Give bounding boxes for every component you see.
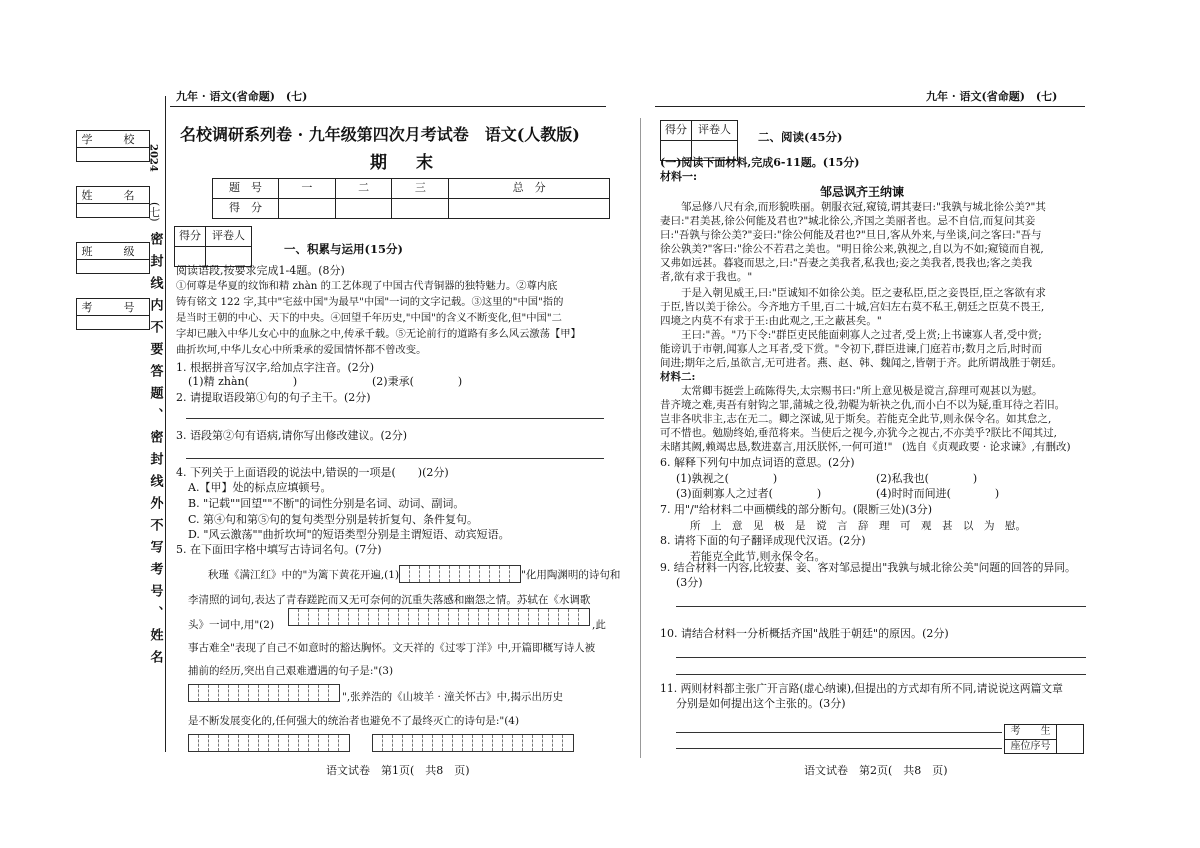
scorer2-score-label: 得分	[661, 121, 692, 141]
scorer2-reviewer-label: 评卷人	[692, 121, 738, 141]
m1-line-10: 王曰:"善。"乃下令:"群臣吏民能面刺寡人之过者,受上赏;上书谏寡人者,受中赏;	[660, 329, 1042, 341]
m1-line-8: 于臣,皆以美于徐公。今齐地方千里,百二十城,宫妇左右莫不私王,朝廷之臣莫不畏王,	[660, 301, 1045, 313]
score-cell-3[interactable]	[392, 199, 449, 219]
q10-answer-line-2[interactable]	[676, 674, 1086, 675]
q7-text[interactable]: 所 上 意 见 极 是 谠 言 辞 理 可 观 甚 以 为 慰。	[690, 520, 1026, 532]
m2-source: (选自《贞观政要 · 论求谏》,有删改)	[898, 440, 1071, 454]
m1-line-7: 于是入朝见威王,曰:"臣诚知不如徐公美。臣之妻私臣,臣之妾畏臣,臣之客欲有求	[660, 287, 1046, 299]
score-head-2: 二	[335, 179, 392, 199]
m1-line-11: 能谤讥于市朝,闻寡人之耳者,受下赏。"令初下,群臣进谏,门庭若市;数月之后,时时而	[660, 343, 1043, 355]
exam-no-box[interactable]	[76, 298, 150, 330]
q5-line-6: ",张养浩的《山坡羊 · 潼关怀古》中,揭示出历史	[342, 691, 564, 703]
q4-option-c[interactable]: C. 第④句和第⑤句的复句类型分别是转折复句、条件复句。	[188, 513, 479, 526]
q5-grid-5[interactable]	[372, 734, 574, 752]
score-table	[212, 178, 610, 219]
q5-line-4: 事古难全"表现了自己不如意时的豁达胸怀。文天祥的《过零丁洋》中,开篇即概写诗人被	[188, 642, 596, 654]
seat-label-1: 考 生	[1005, 725, 1057, 740]
m1-line-5: 又弗如远甚。暮寝而思之,曰:"吾妻之美我者,私我也;妾之美我者,畏我也;客之美我	[660, 257, 1032, 269]
q2-prompt: 2. 请提取语段第①句的句子主干。(2分)	[176, 391, 371, 404]
para-line-5: 曲折坎坷,中华儿女心中所秉承的爱国情怀都不曾改变。	[176, 344, 427, 356]
para-line-2: 铸有铭文 122 字,其中"宅兹中国"为最早"中国"一词的文字记载。③这里的"中国"指的	[176, 296, 564, 308]
q5-grid-4[interactable]	[188, 734, 350, 752]
material1-title: 邹忌讽齐王纳谏	[820, 185, 905, 199]
q5-line-3a: 头》一词中,用"(2)	[188, 619, 275, 631]
m1-line-9: 四境之内莫不有求于王:由此观之,王之蔽甚矣。"	[660, 315, 882, 327]
q11-prompt-b: 分别是如何提出这个主张的。(3分)	[676, 697, 846, 710]
class-label: 班 级	[81, 245, 145, 258]
q9-prompt-b: (3分)	[676, 576, 703, 589]
q6-answer-3[interactable]: (3)面刺寡人之过者( )	[676, 487, 822, 500]
q5-line-1b: "化用陶渊明的诗句和	[521, 569, 621, 581]
score-cell-total[interactable]	[449, 199, 610, 219]
header-left: 九年 · 语文(省命题) (七)	[176, 90, 308, 103]
q8-prompt: 8. 请将下面的句子翻译成现代汉语。(2分)	[660, 534, 866, 547]
m1-line-1: 邹忌修八尺有余,而形貌昳丽。朝服衣冠,窥镜,谓其妻曰:"我孰与城北徐公美?"其	[660, 201, 1046, 213]
q5-grid-1[interactable]	[399, 565, 521, 583]
seal-line-text: 密封线内不要答题、密封线外不写考号、姓名	[147, 232, 163, 672]
q5-line-1a: 秋瑾《满江红》中的"为篱下黄花开遍,(1)	[208, 569, 400, 581]
paper-title: 名校调研系列卷 · 九年级第四次月考试卷 语文(人教版)	[180, 125, 580, 144]
para-line-4: 字却已融入中华儿女心中的血脉之中,传承千载。⑤无论前行的道路有多么风云激荡【甲】	[176, 328, 581, 340]
scorer-score-label: 得分	[175, 227, 206, 247]
para-line-3: 是当时王朝的中心、天下的中央。④回望千年历史,"中国"的含义不断变化,但"中国"二	[176, 312, 562, 324]
m2-line-3: 岂非各吠非主,志在无二。卿之深诚,见于斯矣。若能克全此节,则永保令名。如其怠之,	[660, 413, 1052, 425]
q4-option-d[interactable]: D. "风云激荡""曲折坎坷"的短语类型分别是主谓短语、动宾短语。	[188, 528, 510, 541]
m1-line-2: 妻曰:"君美甚,徐公何能及君也?"城北徐公,齐国之美丽者也。忌不自信,而复问其妾	[660, 215, 1036, 227]
score-cell-2[interactable]	[335, 199, 392, 219]
footer-left: 语文试卷 第1页( 共8 页)	[326, 764, 470, 777]
seat-number-cell[interactable]	[1057, 725, 1084, 754]
part2-heading: 二、阅读(45分)	[758, 130, 843, 144]
seat-label-2: 座位序号	[1005, 739, 1057, 754]
scorer-box-2	[660, 120, 738, 161]
q5-line-3b: ,此	[592, 619, 606, 631]
q6-prompt: 6. 解释下列句中加点词语的意思。(2分)	[660, 456, 855, 469]
q8-text: 若能克全此节,则永保令名。	[690, 550, 826, 563]
part1-heading: 一、积累与运用(15分)	[284, 242, 403, 256]
q6-answer-4[interactable]: (4)时时而间进( )	[876, 487, 1000, 500]
paper-subtitle: 期 末	[370, 153, 439, 173]
m1-line-4: 徐公孰美?"客曰:"徐公不若君之美也。"明日徐公来,孰视之,自以为不如;窥镜而自视,	[660, 243, 1044, 255]
q2-answer-line[interactable]	[186, 418, 604, 419]
q11-answer-line-1[interactable]	[676, 732, 1002, 733]
q6-answer-2[interactable]: (2)私我也( )	[876, 472, 978, 485]
m2-line-1: 太常卿韦挺尝上疏陈得失,太宗赐书曰:"所上意见极是谠言,辞理可观甚以为慰。	[660, 385, 1043, 397]
header-left-rule	[170, 106, 606, 107]
header-right: 九年 · 语文(省命题) (七)	[926, 90, 1058, 103]
page-divider	[640, 118, 641, 758]
m1-line-3: 曰:"吾孰与徐公美?"妾曰:"徐公何能及君也?"旦日,客从外来,与坐谈,问之客曰:"吾与	[660, 229, 1042, 241]
score-head-4: 总 分	[449, 179, 610, 199]
m2-line-4: 可不惜也。勉励终始,垂范将来。当使后之视今,亦犹今之视古,不亦美乎?朕比不闻其过,	[660, 427, 1057, 439]
score-head-1: 一	[279, 179, 336, 199]
m1-line-6: 者,欲有求于我也。"	[660, 271, 753, 283]
para-line-1: ①何尊是华夏的纹饰和精 zhàn 的工艺体现了中国古代青铜器的独特魅力。②尊内底	[176, 280, 558, 292]
score-head-0: 题 号	[213, 179, 279, 199]
q1-answer-b[interactable]: (2)秉承( )	[372, 375, 463, 388]
name-label: 姓 名	[81, 189, 145, 202]
q5-grid-2[interactable]	[288, 608, 590, 626]
footer-right: 语文试卷 第2页( 共8 页)	[804, 764, 948, 777]
q5-line-7: 是不断发展变化的,任何强大的统治者也避免不了最终灭亡的诗句是:"(4)	[188, 715, 520, 727]
binding-line	[165, 96, 166, 752]
m1-line-12: 间进;期年之后,虽欲言,无可进者。燕、赵、韩、魏闻之,皆朝于齐。此所谓战胜于朝廷。	[660, 357, 1063, 369]
q4-prompt: 4. 下列关于上面语段的说法中,错误的一项是( )(2分)	[176, 466, 449, 479]
score-head-3: 三	[392, 179, 449, 199]
class-box[interactable]	[76, 242, 150, 274]
scorer-reviewer-label: 评卷人	[206, 227, 252, 247]
q4-option-a[interactable]: A.【甲】处的标点应填顿号。	[188, 481, 332, 494]
edition-vertical: (七)	[147, 202, 161, 222]
material2-label: 材料二:	[660, 371, 696, 383]
q1-prompt: 1. 根据拼音写汉字,给加点字注音。(2分)	[176, 361, 375, 374]
year-vertical: 2024	[147, 144, 159, 172]
header-right-rule	[655, 106, 1085, 107]
part1-intro: 阅读语段,按要求完成1-4题。(8分)	[176, 264, 345, 277]
m2-line-5: 未睹其阙,赖竭忠恳,数进嘉言,用沃朕怀,一何可道!"	[660, 441, 893, 453]
q5-grid-3[interactable]	[188, 684, 340, 702]
exam-no-label: 考 号	[81, 301, 145, 314]
q4-option-b[interactable]: B. "记载""回望""不断"的词性分别是名词、动词、副词。	[188, 497, 465, 510]
q6-answer-1[interactable]: (1)孰视之( )	[676, 472, 778, 485]
q5-line-5: 捕前的经历,突出自己艰难遭遇的句子是:"(3)	[188, 665, 394, 677]
q9-answer-line[interactable]	[676, 606, 1086, 607]
q5-prompt: 5. 在下面田字格中填写古诗词名句。(7分)	[176, 543, 382, 556]
q10-answer-line-1[interactable]	[676, 657, 1086, 658]
score-cell-1[interactable]	[279, 199, 336, 219]
q7-prompt: 7. 用"/"给材料二中画横线的部分断句。(限断三处)(3分)	[660, 503, 932, 516]
material1-label: 材料一:	[660, 170, 698, 183]
q3-answer-line[interactable]	[186, 458, 604, 459]
scorer-box-1	[174, 226, 252, 267]
q11-prompt-a: 11. 两则材料都主张广开言路(虚心纳谏),但提出的方式却有所不同,请说说这两篇文章	[660, 682, 1063, 695]
q1-answer-a[interactable]: (1)精 zhàn( )	[188, 375, 298, 388]
q9-prompt-a: 9. 结合材料一内容,比较妻、妾、客对邹忌提出"我孰与城北徐公美"问题的回答的异同。	[660, 561, 1076, 574]
q11-answer-line-2[interactable]	[676, 748, 1002, 749]
seat-number-box	[1004, 724, 1084, 754]
m2-line-2: 昔齐境之难,夷吾有射钩之罪,蒲城之役,勃鞮为斩袂之仇,而小白不以为疑,重耳待之若旧。	[660, 399, 1066, 411]
q10-prompt: 10. 请结合材料一分析概括齐国"战胜于朝廷"的原因。(2分)	[660, 627, 949, 640]
school-box[interactable]	[76, 130, 150, 162]
part2-intro: (一)阅读下面材料,完成6-11题。(15分)	[660, 156, 860, 169]
school-label: 学 校	[81, 133, 145, 146]
name-box[interactable]	[76, 186, 150, 218]
score-label: 得 分	[213, 199, 279, 219]
q5-line-2: 李清照的词句,表达了青春蹉跎而又无可奈何的沉重失落感和幽怨之情。苏轼在《水调歌	[188, 594, 591, 606]
q3-prompt: 3. 语段第②句有语病,请你写出修改建议。(2分)	[176, 429, 408, 442]
